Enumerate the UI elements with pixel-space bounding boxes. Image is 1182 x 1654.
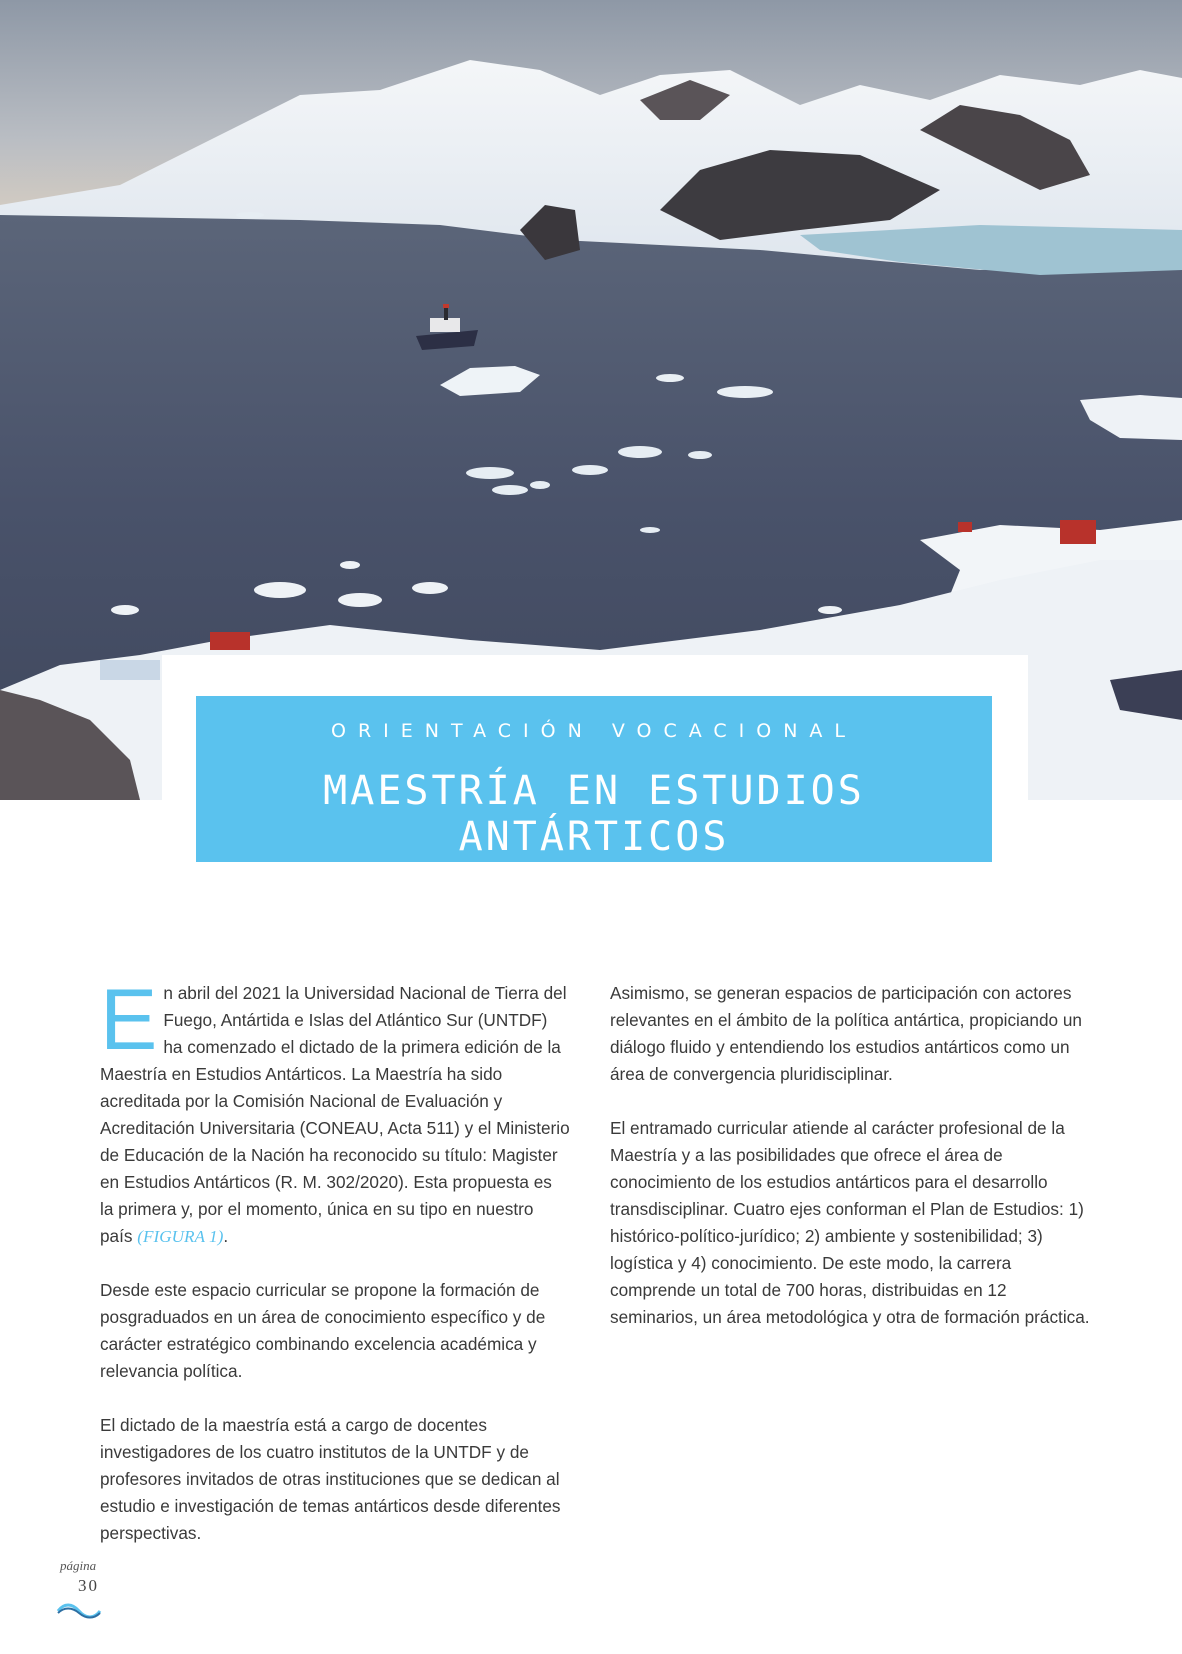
- page-number: 30: [78, 1576, 99, 1595]
- paragraph-2: Desde este espacio curricular se propone la formación de posgraduados en un área de conocimiento específico y de carácter estratégico combinando excelencia académica y relevancia política.: [100, 1280, 546, 1381]
- paragraph-3: El dictado de la maestría está a cargo de docentes investigadores de los cuatro institutos de la UNTDF y de profesores invitados de otras instituciones que se dedican al estudio e investigación de temas antárticos desde diferentes perspectivas.: [100, 1415, 561, 1543]
- drop-cap: E: [100, 972, 158, 1068]
- section-kicker: ORIENTACIÓN VOCACIONAL: [330, 720, 858, 742]
- paragraph-5: El entramado curricular atiende al carácter profesional de la Maestría y a las posibilidades que ofrece el área de conocimiento de los estudios antárticos para el desarrollo transdisciplinar. Cuatro ejes conforman el Plan de Estudios: 1) histórico-político-jurídico; 2) ambiente y sostenibilidad; 3) logística y 4) conocimiento. De este modo, la carrera comprende un total de 700 horas, distribuidas en 12 seminarios, un área metodológica y otra de formación práctica.: [610, 1118, 1090, 1327]
- intro-end: .: [223, 1226, 229, 1246]
- intro-paragraph: [100, 972, 570, 1250]
- right-column: [610, 980, 1090, 1358]
- intro-text: n abril del 2021 la Universidad Nacional de Tierra del Fuego, Antártida e Islas del Atlántico Sur (UNTDF) ha comenzado el dictado de la primera edición de la Maestría en Estudios Antárticos. La Maestría ha sido acreditada por la Comisión Nacional de Evaluación y Acreditación Universitaria (CONEAU, Acta 511) y el Ministerio de Educación de la Nación ha reconocido su título: Magister en Estudios Antárticos (R. M. 302/2020). Esta propuesta es la primera y, por el momento, única en su tipo en nuestro país: [100, 983, 570, 1246]
- page-title: MAESTRÍA EN ESTUDIOS ANTÁRTICOS: [323, 768, 865, 860]
- title-banner: [196, 696, 992, 862]
- page-label: página: [60, 1558, 97, 1573]
- paragraph-4: Asimismo, se generan espacios de participación con actores relevantes en el ámbito de la política antártica, propiciando un diálogo fluido y entendiendo los estudios antárticos como un área de convergencia pluridisciplinar.: [610, 983, 1082, 1084]
- figure-reference-link[interactable]: (FIGURA 1): [137, 1227, 224, 1246]
- left-column: [100, 972, 570, 1574]
- wave-logo-icon: [56, 1603, 102, 1624]
